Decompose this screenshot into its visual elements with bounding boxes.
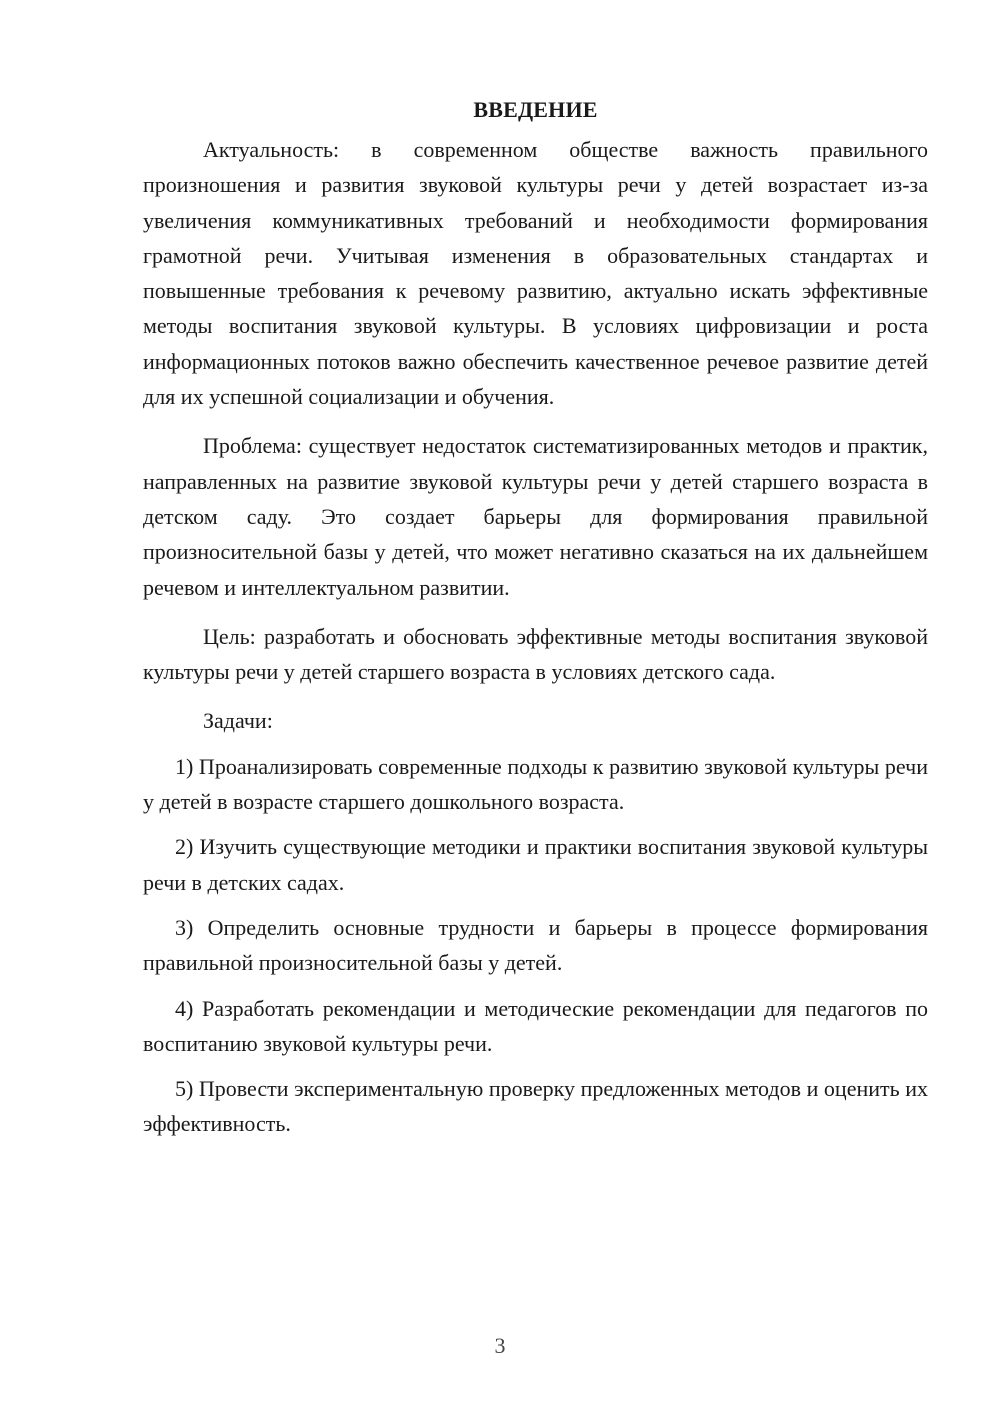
page-number: 3 (494, 1333, 506, 1358)
task-item: 4) Разработать рекомендации и методические рекомендации для педагогов по воспитанию звуковой культуры речи. (143, 995, 928, 1056)
document-page (143, 92, 928, 1152)
paragraph-relevance: Актуальность: в современном обществе важность правильного произношения и развития звуковой культуры речи у детей возрастает из-за увеличения коммуникативных требований и необходимости формирования грамотной речи. Учитывая изменения в образовательных стандартах и повышенные требования к речевому развитию, актуально искать эффективные методы воспитания звуковой культуры. В условиях цифровизации и роста информационных потоков важно обеспечить качественное речевое развитие детей для их успешной социализации и обучения. (143, 137, 928, 410)
tasks-label: Задачи: (203, 708, 273, 734)
task-list (143, 749, 928, 1142)
document-heading: ВВЕДЕНИЕ (473, 97, 598, 122)
paragraph-problem: Проблема: существует недостаток систематизированных методов и практик, направленных на развитие звуковой культуры речи у детей старшего возраста в детском саду. Это создает барьеры для формирования правильной произносительной базы у детей, что может негативно сказаться на их дальнейшем речевом и интеллектуальном развитии. (143, 433, 928, 600)
task-item: 3) Определить основные трудности и барьеры в процессе формирования правильной произносительной базы у детей. (143, 914, 928, 976)
task-item: 5) Провести экспериментальную проверку предложенных методов и оценить их эффективность. (143, 1076, 928, 1137)
task-item: 2) Изучить существующие методики и практики воспитания звуковой культуры речи в детских садах. (143, 834, 928, 895)
paragraph-goal: Цель: разработать и обосновать эффективные методы воспитания звуковой культуры речи у детей старшего возраста в условиях детского сада. (143, 623, 928, 685)
task-item: 1) Проанализировать современные подходы к развитию звуковой культуры речи у детей в возрасте старшего дошкольного возраста. (143, 753, 928, 815)
